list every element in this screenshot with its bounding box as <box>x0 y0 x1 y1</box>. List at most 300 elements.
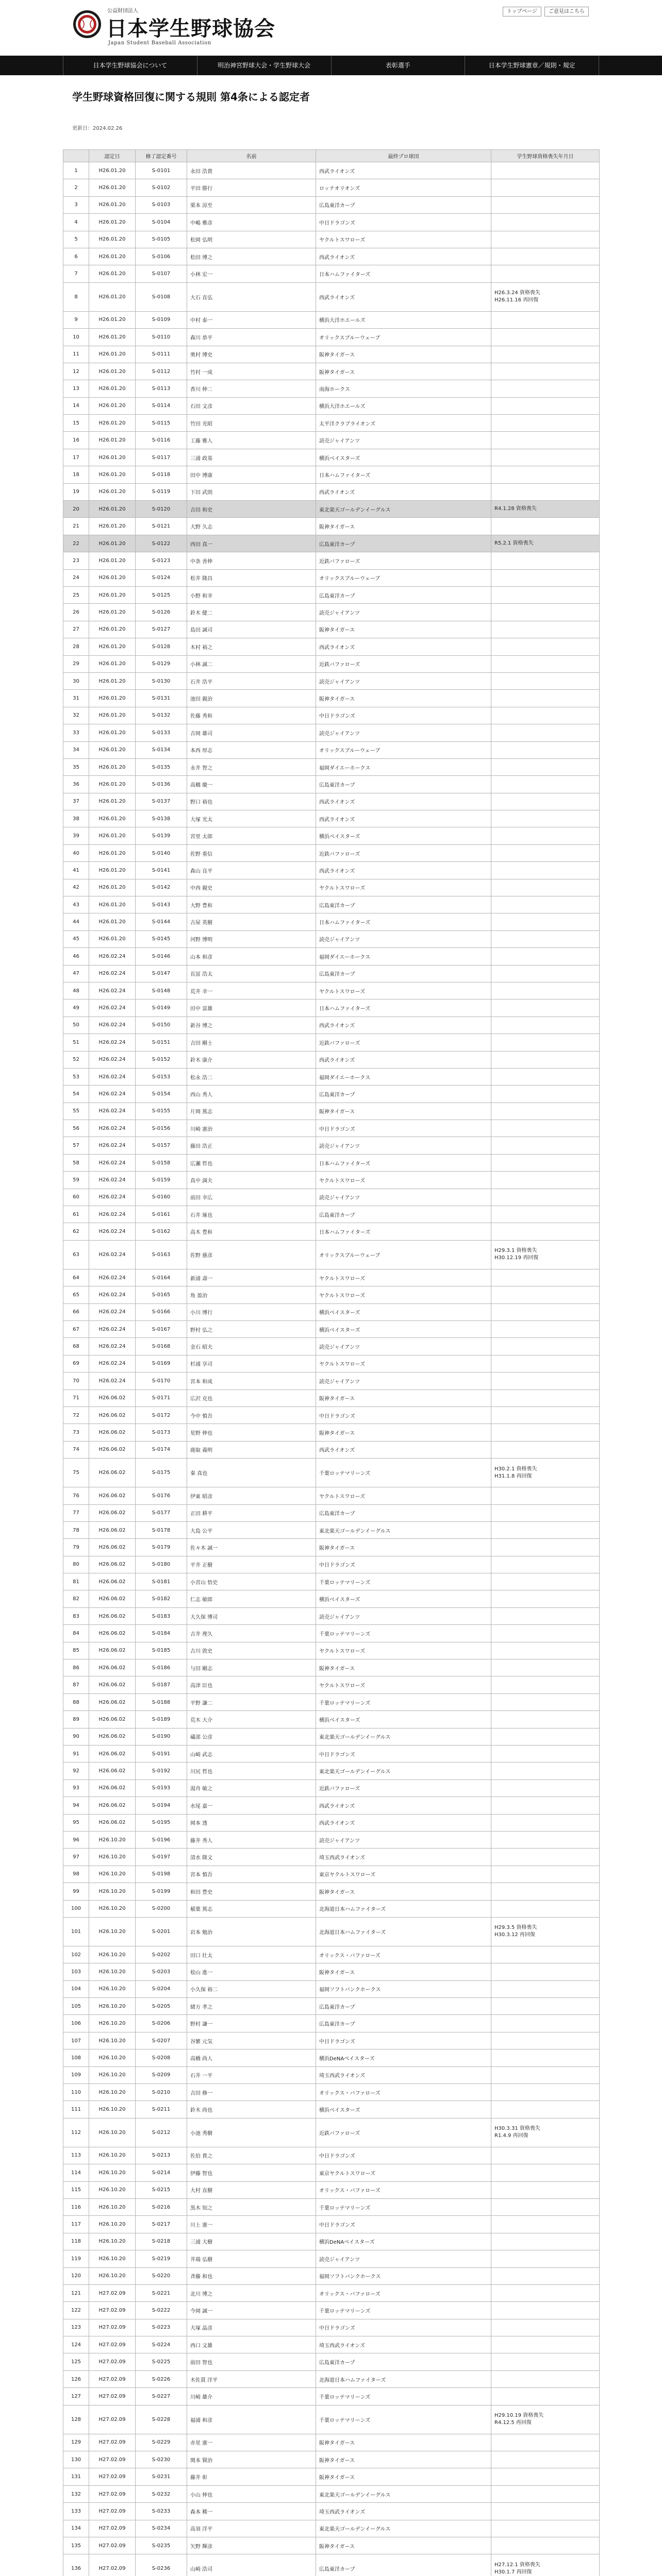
cell-date: H26.06.02 <box>89 1441 136 1458</box>
cell-team: 広島東洋カープ <box>316 2353 491 2370</box>
cell-number: S-0165 <box>136 1286 187 1303</box>
nav-item-about[interactable]: 日本学生野球協会について <box>63 56 197 75</box>
cell-status <box>491 2503 600 2520</box>
table-row <box>63 162 600 179</box>
cell-number: S-0166 <box>136 1303 187 1320</box>
cell-team: 埼玉西武ライオンズ <box>316 2066 491 2083</box>
cell-name: 栗本 涼至 <box>187 196 316 213</box>
table-head <box>63 150 600 162</box>
cell-no: 11 <box>63 346 89 363</box>
cell-name: 鈴木 康介 <box>187 1051 316 1068</box>
table-row <box>63 1866 600 1883</box>
cell-status <box>491 1693 600 1710</box>
cell-name: 小林 誠二 <box>187 655 316 672</box>
cell-number: S-0215 <box>136 2181 187 2198</box>
top-links <box>503 7 589 16</box>
cell-status <box>491 231 600 248</box>
cell-team: 中日ドラゴンズ <box>316 2147 491 2164</box>
cell-no: 69 <box>63 1355 89 1372</box>
cell-name: 下田 武則 <box>187 483 316 500</box>
cell-name: 松井 隆昌 <box>187 569 316 586</box>
cell-team: 千葉ロッテマリーンズ <box>316 2405 491 2434</box>
cell-team: 近鉄バファローズ <box>316 844 491 861</box>
cell-team: 福岡ソフトバンクホークス <box>316 2267 491 2284</box>
table-row <box>63 604 600 621</box>
cell-number: S-0169 <box>136 1355 187 1372</box>
cell-date: H26.10.20 <box>89 2084 136 2101</box>
table-row <box>63 1917 600 1946</box>
cell-date: H26.02.24 <box>89 1372 136 1389</box>
cell-date: H26.01.20 <box>89 282 136 311</box>
cell-name: 石井 琢也 <box>187 1206 316 1223</box>
cell-number: S-0116 <box>136 432 187 449</box>
cell-name: 湯舟 敏之 <box>187 1780 316 1797</box>
cell-date: H27.02.09 <box>89 2388 136 2405</box>
cell-status <box>491 1521 600 1538</box>
table-row <box>63 2405 600 2434</box>
cell-no: 24 <box>63 569 89 586</box>
table-row <box>63 432 600 449</box>
cell-no: 7 <box>63 265 89 282</box>
site-logo[interactable] <box>72 4 309 52</box>
cell-team: 西武ライオンズ <box>316 638 491 655</box>
cell-team: 中日ドラゴンズ <box>316 1120 491 1137</box>
cell-name: 石井 浩平 <box>187 672 316 689</box>
cell-number: S-0233 <box>136 2503 187 2520</box>
table-row <box>63 690 600 707</box>
cell-team: 西武ライオンズ <box>316 1051 491 1068</box>
cell-status <box>491 466 600 483</box>
cell-date: H27.02.09 <box>89 2319 136 2336</box>
cell-name: 礒部 公彦 <box>187 1728 316 1745</box>
cell-name: 田中 博康 <box>187 466 316 483</box>
cell-no: 84 <box>63 1625 89 1642</box>
cell-no: 118 <box>63 2233 89 2250</box>
cell-date: H26.02.24 <box>89 1051 136 1068</box>
cell-status <box>491 1963 600 1980</box>
cell-team: ヤクルトスワローズ <box>316 1355 491 1372</box>
cell-number: S-0181 <box>136 1573 187 1590</box>
cell-name: 永井 智之 <box>187 758 316 775</box>
cell-status <box>491 2336 600 2353</box>
cell-name: 佐伯 貴之 <box>187 2147 316 2164</box>
cell-date: H26.01.20 <box>89 214 136 231</box>
cell-name: 古屋 英樹 <box>187 913 316 930</box>
header-name: 名前 <box>187 150 316 162</box>
header-date: 認定日 <box>89 150 136 162</box>
cell-name: 小池 秀樹 <box>187 2118 316 2147</box>
table-row <box>63 346 600 363</box>
cell-name: 広沢 克也 <box>187 1389 316 1406</box>
cell-team: ロッテオリオンズ <box>316 179 491 196</box>
cell-number: S-0218 <box>136 2233 187 2250</box>
main-nav <box>0 56 662 75</box>
cell-date: H26.10.20 <box>89 1849 136 1866</box>
cell-date: H26.01.20 <box>89 518 136 535</box>
cell-date: H26.01.20 <box>89 415 136 432</box>
cell-status <box>491 2485 600 2502</box>
table-row <box>63 707 600 724</box>
cell-number: S-0104 <box>136 214 187 231</box>
cell-status <box>491 1998 600 2015</box>
cell-number: S-0142 <box>136 879 187 896</box>
cell-date: H26.02.24 <box>89 999 136 1016</box>
cell-name: 和田 豊史 <box>187 1883 316 1900</box>
cell-name: 伊藤 智也 <box>187 2164 316 2181</box>
cell-team: 埼玉西武ライオンズ <box>316 1849 491 1866</box>
table-row <box>63 397 600 414</box>
cell-date: H26.01.20 <box>89 248 136 265</box>
cell-number: S-0234 <box>136 2520 187 2537</box>
cell-no: 110 <box>63 2084 89 2101</box>
cell-team: 中日ドラゴンズ <box>316 2032 491 2049</box>
cell-no: 79 <box>63 1539 89 1556</box>
cell-no: 6 <box>63 248 89 265</box>
cell-status <box>491 930 600 947</box>
cell-date: H27.02.09 <box>89 2353 136 2370</box>
table-row <box>63 1441 600 1458</box>
cell-no: 4 <box>63 214 89 231</box>
cell-date: H26.06.02 <box>89 1406 136 1423</box>
cell-number: S-0123 <box>136 552 187 569</box>
cell-no: 32 <box>63 707 89 724</box>
cell-date: H26.06.02 <box>89 1659 136 1676</box>
cell-team: 阪神タイガース <box>316 1424 491 1441</box>
table-row <box>63 311 600 328</box>
cell-date: H26.02.24 <box>89 1286 136 1303</box>
cell-status <box>491 1034 600 1051</box>
cell-team: 南海ホークス <box>316 380 491 397</box>
cell-status <box>491 604 600 621</box>
cell-no: 127 <box>63 2388 89 2405</box>
cell-team: ヤクルトスワローズ <box>316 1286 491 1303</box>
cell-number: S-0160 <box>136 1189 187 1206</box>
table-row <box>63 896 600 913</box>
cell-team: オリックス・バファローズ <box>316 2181 491 2198</box>
cell-date: H26.01.20 <box>89 363 136 380</box>
cell-no: 96 <box>63 1831 89 1848</box>
cell-no: 130 <box>63 2451 89 2468</box>
certified-table-wrap <box>63 149 599 2576</box>
table-row <box>63 449 600 466</box>
status-line-lost: R4.1.28 資格喪失 <box>494 506 537 512</box>
cell-team: 広島東洋カープ <box>316 896 491 913</box>
cell-name: 大村 直樹 <box>187 2181 316 2198</box>
status-line-lost: H30.3.31 資格喪失 <box>494 2126 540 2132</box>
cell-date: H26.01.20 <box>89 466 136 483</box>
cell-no: 114 <box>63 2164 89 2181</box>
cell-no: 71 <box>63 1389 89 1406</box>
cell-number: S-0230 <box>136 2451 187 2468</box>
cell-date: H26.06.02 <box>89 1676 136 1693</box>
cell-status <box>491 1797 600 1814</box>
cell-number: S-0126 <box>136 604 187 621</box>
cell-number: S-0174 <box>136 1441 187 1458</box>
cell-team: 読売ジャイアンツ <box>316 432 491 449</box>
table-row <box>63 2388 600 2405</box>
cell-status <box>491 432 600 449</box>
table-row <box>63 2084 600 2101</box>
cell-date: H26.02.24 <box>89 1034 136 1051</box>
cell-team: 日本ハムファイターズ <box>316 265 491 282</box>
cell-no: 120 <box>63 2267 89 2284</box>
cell-status <box>491 1728 600 1745</box>
cell-name: 藤井 彰 <box>187 2468 316 2485</box>
cell-name: 森山 良平 <box>187 862 316 879</box>
cell-team: 横浜DeNAベイスターズ <box>316 2233 491 2250</box>
cell-status <box>491 707 600 724</box>
nav-item-charter-rules[interactable]: 日本学生野球憲章／規則・規定 <box>465 56 599 75</box>
cell-name: 正田 耕平 <box>187 1504 316 1521</box>
cell-status <box>491 879 600 896</box>
cell-date: H26.02.24 <box>89 1321 136 1338</box>
cell-name: 藤田 浩正 <box>187 1137 316 1154</box>
cell-number: S-0124 <box>136 569 187 586</box>
cell-date: H26.02.24 <box>89 1269 136 1286</box>
cell-status <box>491 363 600 380</box>
cell-name: 平野 謙二 <box>187 1693 316 1710</box>
cell-team: 広島東洋カープ <box>316 2015 491 2032</box>
cell-name: 木佐貫 洋平 <box>187 2370 316 2387</box>
table-row <box>63 827 600 844</box>
cell-status <box>491 672 600 689</box>
cell-date: H26.10.20 <box>89 2267 136 2284</box>
cell-no: 92 <box>63 1762 89 1780</box>
cell-name: 中村 泰一 <box>187 311 316 328</box>
cell-name: 河野 博明 <box>187 930 316 947</box>
cell-team: 近鉄バファローズ <box>316 552 491 569</box>
cell-status <box>491 896 600 913</box>
table-row <box>63 1659 600 1676</box>
cell-name: 荒井 幸一 <box>187 982 316 999</box>
cell-team: 西武ライオンズ <box>316 1797 491 1814</box>
table-row <box>63 1051 600 1068</box>
cell-number: S-0145 <box>136 930 187 947</box>
cell-team: 読売ジャイアンツ <box>316 930 491 947</box>
cell-status <box>491 1269 600 1286</box>
cell-status <box>491 483 600 500</box>
nav-item-tournaments[interactable]: 明治神宮野球大会・学生野球大会 <box>197 56 331 75</box>
table-row <box>63 2101 600 2118</box>
cell-no: 136 <box>63 2554 89 2576</box>
cell-status <box>491 311 600 328</box>
table-row <box>63 2302 600 2319</box>
cell-team: 横浜大洋ホエールズ <box>316 311 491 328</box>
cell-no: 80 <box>63 1556 89 1573</box>
cell-date: H26.06.02 <box>89 1590 136 1607</box>
cell-no: 105 <box>63 1998 89 2015</box>
cell-number: S-0154 <box>136 1086 187 1103</box>
cell-status <box>491 2216 600 2233</box>
table-row <box>63 1487 600 1504</box>
cell-number: S-0159 <box>136 1172 187 1189</box>
cell-name: 佐野 慈彦 <box>187 1240 316 1269</box>
cell-status <box>491 2164 600 2181</box>
cell-team: ヤクルトスワローズ <box>316 879 491 896</box>
cell-name: 田口 壮太 <box>187 1946 316 1963</box>
cell-date: H26.01.20 <box>89 638 136 655</box>
cell-no: 128 <box>63 2405 89 2434</box>
cell-number: S-0183 <box>136 1607 187 1624</box>
cell-team: 中日ドラゴンズ <box>316 2319 491 2336</box>
table-row <box>63 2319 600 2336</box>
cell-number: S-0167 <box>136 1321 187 1338</box>
cell-status <box>491 380 600 397</box>
cell-number: S-0225 <box>136 2353 187 2370</box>
cell-name: 石井 一平 <box>187 2066 316 2083</box>
cell-team: 阪神タイガース <box>316 621 491 638</box>
cell-name: 田中 富雄 <box>187 999 316 1016</box>
cell-date: H26.01.20 <box>89 844 136 861</box>
nav-item-awards[interactable]: 表彰選手 <box>331 56 465 75</box>
cell-team: 広島東洋カープ <box>316 2554 491 2576</box>
cell-number: S-0137 <box>136 793 187 810</box>
cell-name: 吉岡 雄司 <box>187 724 316 741</box>
cell-name: 伊東 昭彦 <box>187 1487 316 1504</box>
cell-date: H26.01.20 <box>89 862 136 879</box>
table-row <box>63 1573 600 1590</box>
cell-date: H26.10.20 <box>89 2164 136 2181</box>
cell-no: 88 <box>63 1693 89 1710</box>
cell-no: 95 <box>63 1814 89 1831</box>
table-row <box>63 1504 600 1521</box>
cell-status <box>491 569 600 586</box>
cell-status <box>491 1814 600 1831</box>
cell-number: S-0205 <box>136 1998 187 2015</box>
cell-no: 89 <box>63 1711 89 1728</box>
table-row <box>63 552 600 569</box>
cell-date: H26.10.20 <box>89 1900 136 1917</box>
table-row <box>63 2066 600 2083</box>
cell-status <box>491 2198 600 2215</box>
cell-name: 吉田 剛士 <box>187 1034 316 1051</box>
cell-no: 93 <box>63 1780 89 1797</box>
cell-no: 43 <box>63 896 89 913</box>
cell-date: H27.02.09 <box>89 2405 136 2434</box>
cell-team: 福岡ダイエーホークス <box>316 948 491 965</box>
cell-number: S-0208 <box>136 2049 187 2066</box>
cell-team: 広島東洋カープ <box>316 1998 491 2015</box>
status-line-lost: H29.10.19 資格喪失 <box>494 2413 544 2419</box>
cell-name: 川崎 雄介 <box>187 2388 316 2405</box>
cell-date: H26.01.20 <box>89 449 136 466</box>
cell-status <box>491 724 600 741</box>
cell-no: 19 <box>63 483 89 500</box>
cell-status <box>491 1642 600 1659</box>
cell-status <box>491 2434 600 2451</box>
top-page-link[interactable]: トップページ <box>503 7 541 16</box>
cell-team: 近鉄バファローズ <box>316 1780 491 1797</box>
cell-name: 谷繁 元気 <box>187 2032 316 2049</box>
cell-name: 高津 臣也 <box>187 1676 316 1693</box>
cell-team: ヤクルトスワローズ <box>316 1676 491 1693</box>
table-row <box>63 2554 600 2576</box>
cell-number: S-0222 <box>136 2302 187 2319</box>
table-row <box>63 1693 600 1710</box>
table-row <box>63 248 600 265</box>
cell-date: H26.06.02 <box>89 1424 136 1441</box>
cell-no: 38 <box>63 810 89 827</box>
cell-team: 阪神タイガース <box>316 690 491 707</box>
cell-name: 大野 久志 <box>187 518 316 535</box>
cell-no: 25 <box>63 586 89 603</box>
cell-number: S-0188 <box>136 1693 187 1710</box>
cell-status <box>491 1051 600 1068</box>
cell-status <box>491 2388 600 2405</box>
table-row <box>63 2147 600 2164</box>
cell-team: オリックスブルーウェーブ <box>316 329 491 346</box>
cell-number: S-0156 <box>136 1120 187 1137</box>
cell-no: 66 <box>63 1303 89 1320</box>
cell-status <box>491 913 600 930</box>
cell-no: 31 <box>63 690 89 707</box>
table-row <box>63 1154 600 1171</box>
cell-name: 稲葉 篤志 <box>187 1900 316 1917</box>
feedback-link[interactable]: ご意見はこちら <box>544 7 589 16</box>
cell-team: 阪神タイガース <box>316 363 491 380</box>
cell-name: 緒方 孝之 <box>187 1998 316 2015</box>
cell-status <box>491 2537 600 2554</box>
cell-status <box>491 793 600 810</box>
cell-number: S-0155 <box>136 1103 187 1120</box>
cell-no: 30 <box>63 672 89 689</box>
cell-status <box>491 1917 600 1946</box>
table-row <box>63 948 600 965</box>
cell-date: H26.01.20 <box>89 621 136 638</box>
table-row <box>63 483 600 500</box>
cell-team: ヤクルトスワローズ <box>316 1269 491 1286</box>
cell-no: 3 <box>63 196 89 213</box>
table-row <box>63 1240 600 1269</box>
cell-date: H26.01.20 <box>89 346 136 363</box>
cell-team: 読売ジャイアンツ <box>316 1137 491 1154</box>
cell-date: H27.02.09 <box>89 2302 136 2319</box>
cell-status <box>491 1556 600 1573</box>
cell-name: 大塚 晶彦 <box>187 2319 316 2336</box>
cell-date: H26.06.02 <box>89 1539 136 1556</box>
cell-number: S-0172 <box>136 1406 187 1423</box>
cell-status <box>491 415 600 432</box>
cell-name: 西山 秀人 <box>187 1086 316 1103</box>
cell-name: 小野 和幸 <box>187 586 316 603</box>
cell-date: H26.10.20 <box>89 2233 136 2250</box>
cell-team: 読売ジャイアンツ <box>316 1831 491 1848</box>
cell-number: S-0228 <box>136 2405 187 2434</box>
cell-number: S-0127 <box>136 621 187 638</box>
cell-status <box>491 2302 600 2319</box>
cell-name: 水尾 嘉一 <box>187 1797 316 1814</box>
cell-no: 86 <box>63 1659 89 1676</box>
cell-name: 奥村 博史 <box>187 346 316 363</box>
table-row <box>63 2216 600 2233</box>
status-line-restored: H26.11.16 再回復 <box>494 297 539 303</box>
table-row <box>63 1539 600 1556</box>
cell-team: 東北楽天ゴールデンイーグルス <box>316 1521 491 1538</box>
cell-no: 108 <box>63 2049 89 2066</box>
table-row <box>63 1797 600 1814</box>
cell-no: 50 <box>63 1016 89 1033</box>
cell-no: 63 <box>63 1240 89 1269</box>
cell-team: ヤクルトスワローズ <box>316 982 491 999</box>
cell-date: H26.06.02 <box>89 1693 136 1710</box>
cell-name: 小川 博行 <box>187 1303 316 1320</box>
cell-date: H27.02.09 <box>89 2434 136 2451</box>
cell-status <box>491 2250 600 2267</box>
cell-no: 75 <box>63 1459 89 1487</box>
cell-number: S-0150 <box>136 1016 187 1033</box>
cell-name: 矢野 輝彦 <box>187 2537 316 2554</box>
cell-name: 三浦 大樹 <box>187 2233 316 2250</box>
